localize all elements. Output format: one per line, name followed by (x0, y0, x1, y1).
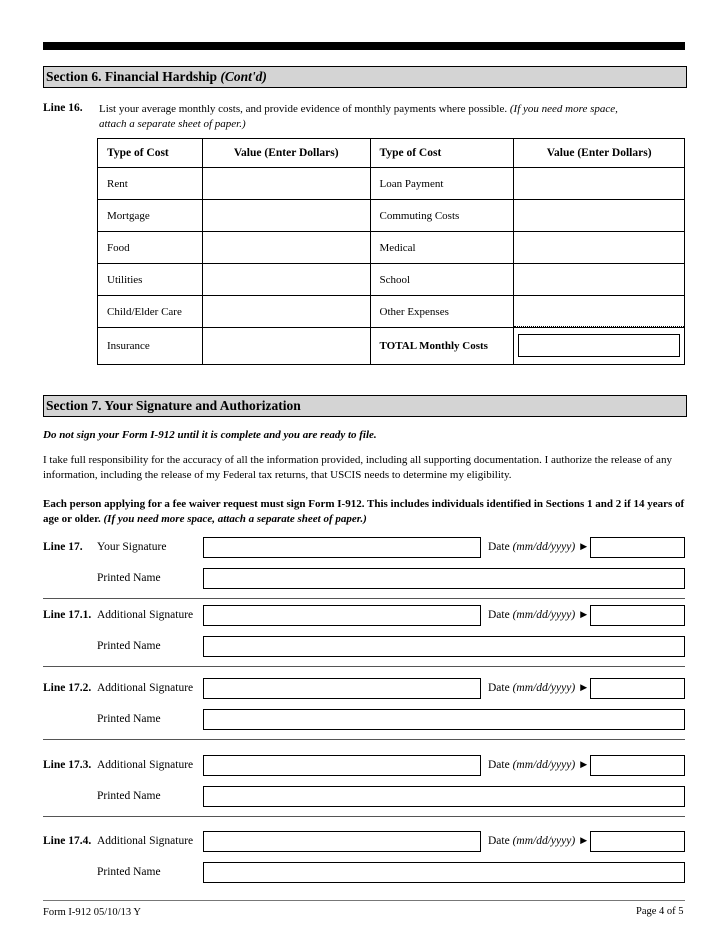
printed-name-field[interactable] (203, 709, 685, 730)
cost-other-label: Other Expenses (370, 296, 514, 328)
signature-divider (43, 816, 685, 817)
cost-utilities-value[interactable] (202, 264, 370, 296)
table-row (98, 232, 685, 264)
date-label: Date (488, 835, 510, 847)
date-field[interactable] (590, 605, 685, 626)
cost-medical-value[interactable] (514, 232, 685, 264)
cost-insurance-value[interactable] (202, 328, 370, 365)
table-row (98, 264, 685, 296)
date-field[interactable] (590, 678, 685, 699)
cost-commuting-label: Commuting Costs (370, 200, 514, 232)
cost-food-value[interactable] (202, 232, 370, 264)
responsibility-paragraph: I take full responsibility for the accuracy of all the information provided, including all supporting documentation. I authorize the release of any information, including the release of my Federal tax returns, that USCIS needs to determine my eligibility. (43, 454, 672, 481)
cost-child-care-value[interactable] (202, 296, 370, 328)
printed-name-label: Printed Name (97, 713, 161, 725)
cost-utilities-label: Utilities (98, 264, 203, 296)
form-id: Form I-912 05/10/13 Y (43, 907, 141, 918)
applicant-instructions (43, 497, 688, 527)
cost-rent-value[interactable] (202, 168, 370, 200)
signature-divider (43, 598, 685, 599)
table-row (98, 200, 685, 232)
signature-field[interactable] (203, 605, 481, 626)
signature-field[interactable] (203, 831, 481, 852)
date-format: (mm/dd/yyyy) (512, 541, 576, 553)
date-format: (mm/dd/yyyy) (512, 609, 576, 621)
date-label-group (488, 609, 589, 621)
arrow-right-icon: ► (578, 835, 590, 847)
date-format: (mm/dd/yyyy) (512, 835, 576, 847)
signature-label: Additional Signature (97, 835, 194, 847)
cost-insurance-label: Insurance (98, 328, 203, 365)
header-value-2: Value (Enter Dollars) (514, 139, 685, 168)
section-6-header (43, 66, 687, 88)
table-row (98, 296, 685, 328)
date-field[interactable] (590, 831, 685, 852)
arrow-right-icon: ► (578, 609, 590, 621)
printed-name-field[interactable] (203, 568, 685, 589)
cost-school-value[interactable] (514, 264, 685, 296)
signature-line-number: Line 17. (43, 541, 83, 553)
cost-child-care-label: Child/Elder Care (98, 296, 203, 328)
header-type-of-cost: Type of Cost (98, 139, 203, 168)
date-label-group (488, 682, 589, 694)
page-number: Page 4 of 5 (636, 906, 684, 917)
date-label: Date (488, 759, 510, 771)
signature-line-number: Line 17.2. (43, 682, 92, 694)
total-monthly-costs-label: TOTAL Monthly Costs (370, 328, 514, 365)
cost-commuting-value[interactable] (514, 200, 685, 232)
printed-name-label: Printed Name (97, 790, 161, 802)
line-16-note-a: (If you need more space, (509, 103, 618, 115)
applicant-instructions-note: (If you need more space, attach a separate sheet of paper.) (103, 513, 367, 525)
cost-mortgage-label: Mortgage (98, 200, 203, 232)
signing-warning: Do not sign your Form I-912 until it is complete and you are ready to file. (43, 429, 377, 441)
printed-name-field[interactable] (203, 786, 685, 807)
signature-line-number: Line 17.1. (43, 609, 92, 621)
section-7-header (43, 395, 687, 417)
date-label: Date (488, 541, 510, 553)
section-6-title-suffix: (Cont'd) (220, 69, 267, 84)
line-16-instructions (99, 102, 689, 132)
cost-food-label: Food (98, 232, 203, 264)
date-label: Date (488, 609, 510, 621)
printed-name-label: Printed Name (97, 866, 161, 878)
date-field[interactable] (590, 537, 685, 558)
line-16-text: List your average monthly costs, and provide evidence of monthly payments where possible. (99, 103, 508, 115)
footer-rule (43, 900, 685, 901)
table-row (98, 168, 685, 200)
cost-mortgage-value[interactable] (202, 200, 370, 232)
date-label-group (488, 541, 589, 553)
printed-name-field[interactable] (203, 862, 685, 883)
table-header-row (98, 139, 685, 168)
signature-line-number: Line 17.4. (43, 835, 92, 847)
date-label: Date (488, 682, 510, 694)
printed-name-label: Printed Name (97, 572, 161, 584)
top-rule (43, 42, 685, 50)
printed-name-field[interactable] (203, 636, 685, 657)
cost-school-label: School (370, 264, 514, 296)
section-6-title: Section 6. Financial Hardship (46, 69, 218, 84)
date-label-group (488, 835, 589, 847)
signature-field[interactable] (203, 755, 481, 776)
cost-other-value[interactable] (514, 296, 685, 328)
signature-label: Additional Signature (97, 759, 194, 771)
signature-divider (43, 739, 685, 740)
signature-label: Additional Signature (97, 609, 194, 621)
arrow-right-icon: ► (578, 541, 590, 553)
arrow-right-icon: ► (578, 682, 590, 694)
signature-field[interactable] (203, 537, 481, 558)
date-format: (mm/dd/yyyy) (512, 682, 576, 694)
signature-label: Your Signature (97, 541, 167, 553)
dotted-divider (514, 326, 684, 327)
signature-field[interactable] (203, 678, 481, 699)
printed-name-label: Printed Name (97, 640, 161, 652)
applicant-instructions-bold: Each person applying for a fee waiver request must sign Form I-912. This includes individuals identified in Sections 1 and 2 if 14 years of age or older. (43, 498, 685, 525)
monthly-costs-table (97, 138, 685, 365)
section-7-title: Section 7. Your Signature and Authorization (46, 398, 301, 413)
signature-divider (43, 666, 685, 667)
cost-medical-label: Medical (370, 232, 514, 264)
signature-label: Additional Signature (97, 682, 194, 694)
date-label-group (488, 759, 589, 771)
cost-loan-payment-value[interactable] (514, 168, 685, 200)
line-16-note-b: attach a separate sheet of paper.) (99, 118, 246, 130)
signature-line-number: Line 17.3. (43, 759, 92, 771)
line-16-label: Line 16. (43, 102, 83, 114)
total-monthly-costs-field[interactable] (518, 334, 680, 357)
arrow-right-icon: ► (578, 759, 590, 771)
date-format: (mm/dd/yyyy) (512, 759, 576, 771)
date-field[interactable] (590, 755, 685, 776)
cost-loan-payment-label: Loan Payment (370, 168, 514, 200)
header-value: Value (Enter Dollars) (202, 139, 370, 168)
total-monthly-costs-cell (514, 328, 685, 365)
header-type-of-cost-2: Type of Cost (370, 139, 514, 168)
table-row (98, 328, 685, 365)
cost-rent-label: Rent (98, 168, 203, 200)
